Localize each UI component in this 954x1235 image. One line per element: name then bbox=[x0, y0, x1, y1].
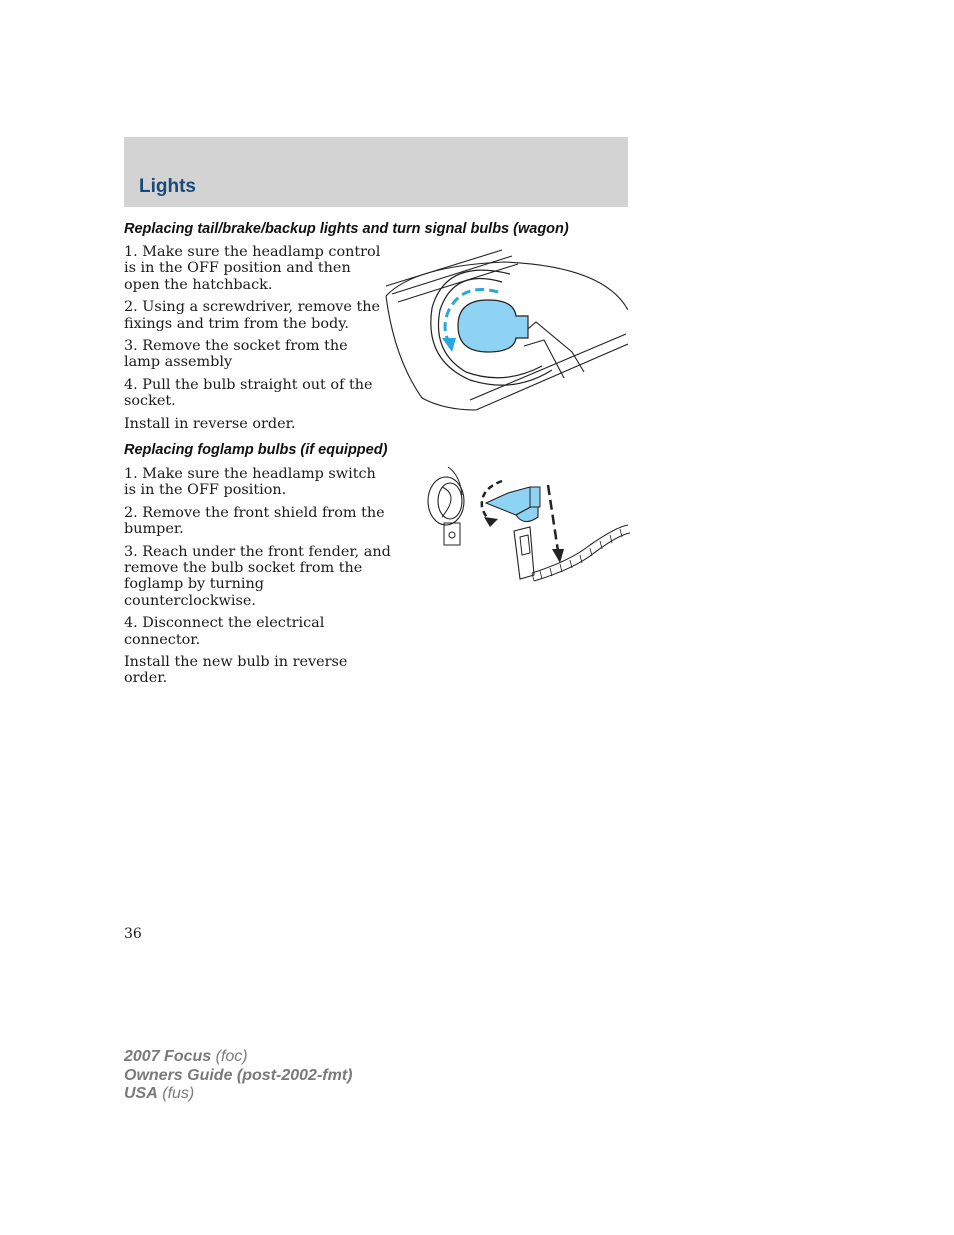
step-item: 2. Using a screwdriver, remove the fixings and trim from the body. bbox=[124, 299, 381, 332]
footer-model: 2007 Focus bbox=[124, 1048, 212, 1065]
step-item: Install the new bulb in reverse order. bbox=[124, 654, 348, 687]
step-item: 3. Remove the socket from the lamp assembly bbox=[124, 338, 348, 371]
step-item: 1. Make sure the headlamp control is in the OFF position and then open the hatchback. bbox=[124, 244, 381, 293]
footer-line-3 bbox=[124, 1085, 352, 1104]
subheading-foglamp: Replacing foglamp bulbs (if equipped) bbox=[124, 442, 388, 458]
step-item: 1. Make sure the headlamp switch is in the OFF position. bbox=[124, 466, 376, 499]
page-number: 36 bbox=[124, 926, 142, 942]
foglamp-steps bbox=[124, 466, 392, 693]
footer-market: USA bbox=[124, 1085, 158, 1102]
footer-market-code: (fus) bbox=[162, 1085, 195, 1102]
step-item: 4. Disconnect the electrical connector. bbox=[124, 615, 325, 648]
footer-guide: Owners Guide (post-2002-fmt) bbox=[124, 1066, 353, 1084]
header-band bbox=[124, 137, 628, 207]
footer-line-1 bbox=[124, 1048, 352, 1067]
footer-model-code: (foc) bbox=[215, 1048, 248, 1065]
tail-lamp-socket-illustration bbox=[384, 248, 628, 416]
section-title: Lights bbox=[139, 176, 196, 197]
subheading-tail-lights: Replacing tail/brake/backup lights and turn signal bulbs (wagon) bbox=[124, 221, 569, 237]
step-item: Install in reverse order. bbox=[124, 415, 296, 432]
footer-doc-info bbox=[124, 1048, 352, 1104]
footer-line-2 bbox=[124, 1067, 352, 1086]
step-item: 4. Pull the bulb straight out of the socket. bbox=[124, 376, 373, 410]
foglamp-bulb-illustration bbox=[420, 465, 632, 593]
tail-light-steps bbox=[124, 244, 382, 438]
step-item: 2. Remove the front shield from the bumper. bbox=[124, 504, 385, 538]
step-item: 3. Reach under the front fender, and remove the bulb socket from the foglamp by turning counterclockwise. bbox=[124, 543, 391, 609]
